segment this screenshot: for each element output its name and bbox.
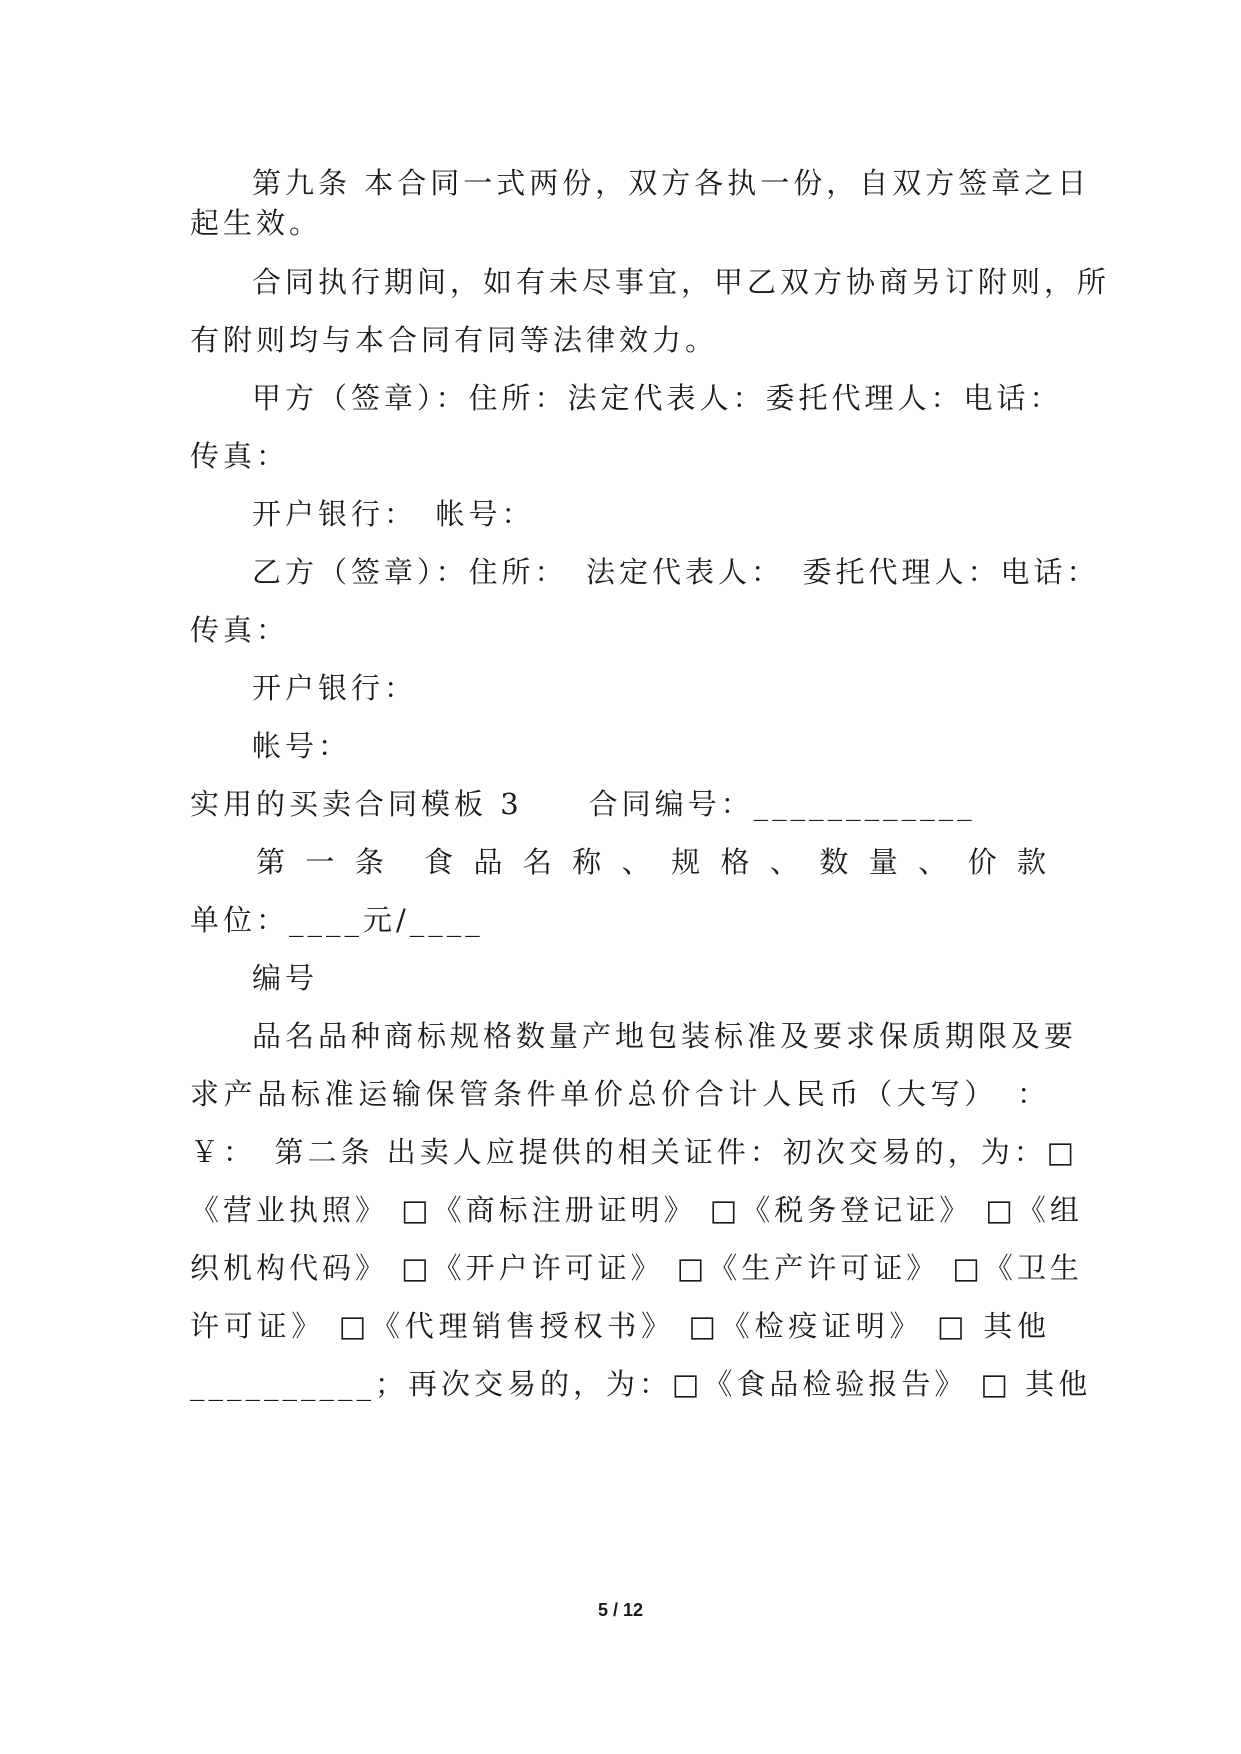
paragraph-line: 传真： (190, 439, 290, 473)
paragraph-line: 单位：____元/____ (190, 903, 484, 937)
paragraph-line: 编号 (252, 961, 319, 995)
paragraph-line: 开户银行： (252, 671, 418, 705)
paragraph-line: 帐号： (252, 729, 352, 763)
paragraph-line: __________；再次交易的，为：□《食品检验报告》 □ 其他 (190, 1367, 1092, 1401)
paragraph-line: 品名品种商标规格数量产地包装标准及要求保质期限及要 (252, 1019, 1078, 1053)
paragraph-line: 织机构代码》 □《开户许可证》 □《生产许可证》 □《卫生 (190, 1251, 1083, 1285)
paragraph-line: 甲方（签章）：住所：法定代表人：委托代理人：电话： (252, 381, 1063, 415)
paragraph-line: 第九条 本合同一式两份，双方各执一份，自双方签章之日 (252, 166, 1091, 200)
section-heading: 实用的买卖合同模板 3 合同编号：____________ (190, 787, 976, 821)
page-number: 5 / 12 (597, 1600, 644, 1620)
paragraph-line: 《营业执照》 □《商标注册证明》 □《税务登记证》 □《组 (190, 1193, 1083, 1227)
paragraph-line: 第 一 条 食 品 名 称 、 规 格 、 数 量 、 价 款 (256, 845, 1050, 879)
paragraph-line: 传真： (190, 613, 290, 647)
paragraph-line: 求产品标准运输保管条件单价总价合计人民币（大写） ： (190, 1077, 1050, 1111)
paragraph-line: 合同执行期间，如有未尽事宜，甲乙双方协商另订附则，所 (252, 265, 1111, 299)
paragraph-line: 有附则均与本合同有同等法律效力。 (190, 323, 719, 357)
paragraph-line: 起生效。 (190, 206, 323, 240)
paragraph-line: ￥： 第二条 出卖人应提供的相关证件：初次交易的，为：□ (190, 1135, 1079, 1169)
paragraph-line: 开户银行： 帐号： (252, 497, 535, 531)
paragraph-line: 乙方（签章）：住所： 法定代表人： 委托代理人：电话： (252, 555, 1100, 589)
paragraph-line: 许可证》 □《代理销售授权书》 □《检疫证明》 □ 其他 (190, 1309, 1050, 1343)
